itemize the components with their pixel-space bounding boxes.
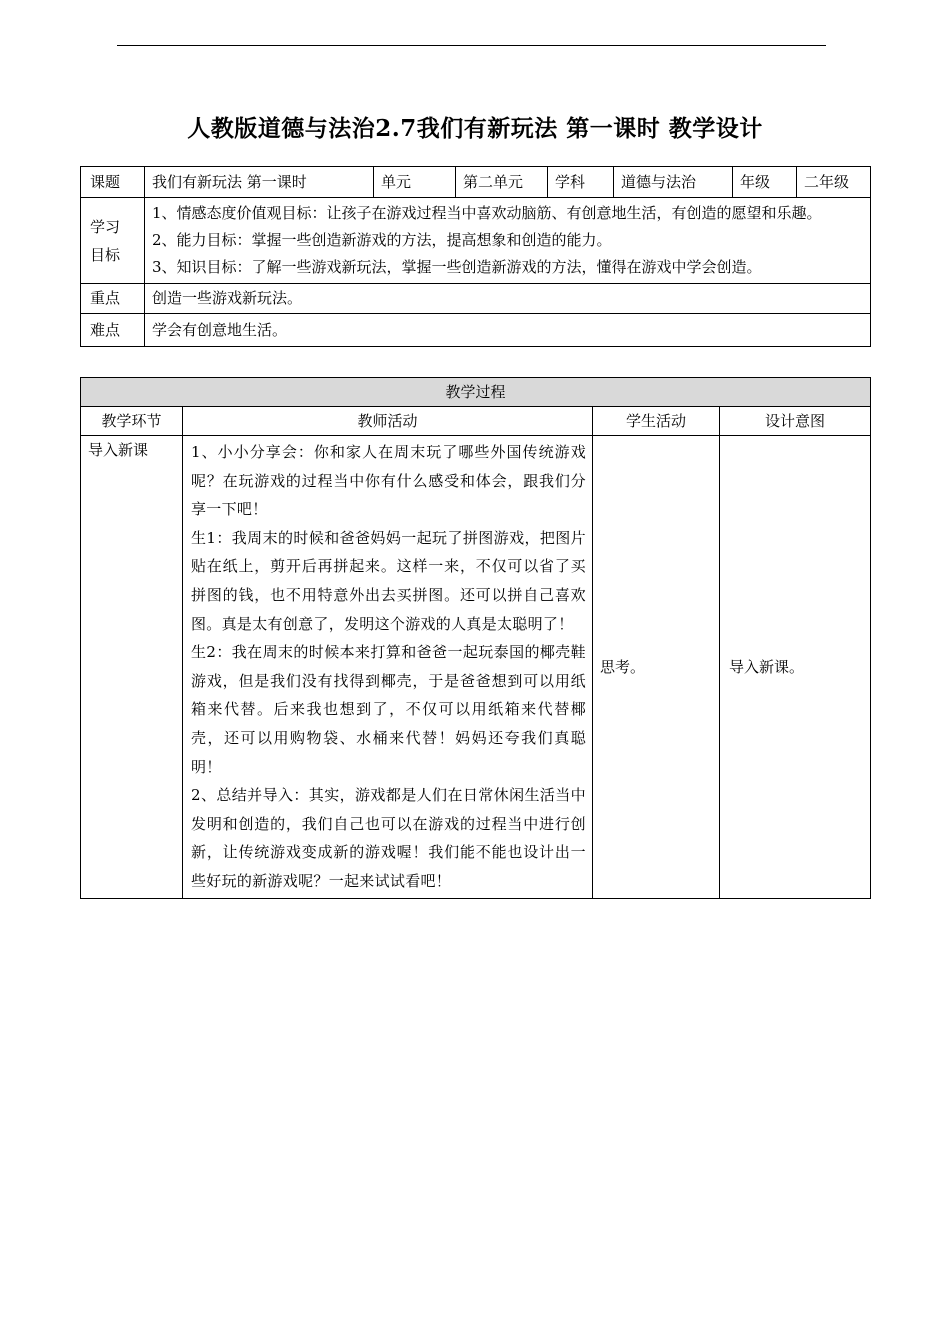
design-intent-cell: 导入新课。 bbox=[720, 436, 871, 899]
grade-label: 年级 bbox=[733, 167, 797, 198]
key-point-row bbox=[81, 284, 871, 314]
unit-label: 单元 bbox=[374, 167, 456, 198]
process-title-row bbox=[81, 378, 871, 407]
objectives-label-line-1: 学习 bbox=[90, 217, 121, 236]
process-header-row bbox=[81, 407, 871, 436]
objective-ability: 2、能力目标：掌握一些创造新游戏的方法，提高想象和创造的能力。 bbox=[152, 231, 612, 249]
grade-value: 二年级 bbox=[797, 167, 871, 198]
teacher-paragraph-student-2: 生2：我在周末的时候本来打算和爸爸一起玩泰国的椰壳鞋游戏，但是我们没有找得到椰壳，于是爸爸想到可以用纸箱来代替。后来我也想到了，不仅可以用纸箱来代替椰壳，还可以用购物袋、水桶来代替！妈妈还夸我们真聪明！ bbox=[191, 643, 586, 776]
lesson-value: 我们有新玩法 第一课时 bbox=[145, 167, 374, 198]
teacher-activity-cell bbox=[183, 436, 593, 899]
teaching-process-table bbox=[80, 377, 871, 899]
lesson-row bbox=[81, 167, 871, 198]
key-point-value: 创造一些游戏新玩法。 bbox=[145, 284, 871, 314]
difficulty-row bbox=[81, 314, 871, 347]
objectives-content bbox=[145, 198, 871, 284]
objectives-label bbox=[81, 198, 145, 284]
header-stage: 教学环节 bbox=[81, 407, 183, 436]
header-student: 学生活动 bbox=[593, 407, 720, 436]
subject-label: 学科 bbox=[548, 167, 614, 198]
difficulty-label: 难点 bbox=[81, 314, 145, 347]
student-activity-cell: 思考。 bbox=[593, 436, 720, 899]
stage-cell: 导入新课 bbox=[81, 436, 183, 899]
unit-value: 第二单元 bbox=[456, 167, 548, 198]
header-intent: 设计意图 bbox=[720, 407, 871, 436]
objective-affective: 1、情感态度价值观目标：让孩子在游戏过程当中喜欢动脑筋、有创意地生活，有创造的愿望和乐趣。 bbox=[152, 204, 822, 222]
teacher-paragraph-student-1: 生1：我周末的时候和爸爸妈妈一起玩了拼图游戏，把图片贴在纸上，剪开后再拼起来。这样一来，不仅可以省了买拼图的钱，也不用特意外出去买拼图。还可以拼自己喜欢图。真是太有创意了，发明这个游戏的人真是太聪明了！ bbox=[191, 528, 586, 633]
teacher-paragraph-summary: 2、总结并导入：其实，游戏都是人们在日常休闲生活当中发明和创造的，我们自己也可以在游戏的过程当中进行创新，让传统游戏变成新的游戏喔！我们能不能也设计出一些好玩的新游戏呢？一起来试试看吧！ bbox=[191, 786, 586, 890]
document-title: 人教版道德与法治2.7我们有新玩法 第一课时 教学设计 bbox=[187, 115, 763, 142]
process-row bbox=[81, 436, 871, 899]
difficulty-value: 学会有创意地生活。 bbox=[145, 314, 871, 347]
lesson-info-table bbox=[80, 166, 871, 347]
lesson-label: 课题 bbox=[81, 167, 145, 198]
process-title: 教学过程 bbox=[81, 378, 871, 407]
teacher-paragraph-share: 1、小小分享会：你和家人在周末玩了哪些外国传统游戏呢？在玩游戏的过程当中你有什么感受和体会，跟我们分享一下吧！ bbox=[191, 443, 586, 519]
objectives-label-line-2: 目标 bbox=[90, 245, 121, 264]
key-point-label: 重点 bbox=[81, 284, 145, 314]
header-rule bbox=[117, 45, 826, 46]
objective-knowledge: 3、知识目标：了解一些游戏新玩法，掌握一些创造新游戏的方法，懂得在游戏中学会创造。 bbox=[152, 258, 762, 276]
subject-value: 道德与法治 bbox=[614, 167, 733, 198]
header-teacher: 教师活动 bbox=[183, 407, 593, 436]
objectives-row bbox=[81, 198, 871, 284]
